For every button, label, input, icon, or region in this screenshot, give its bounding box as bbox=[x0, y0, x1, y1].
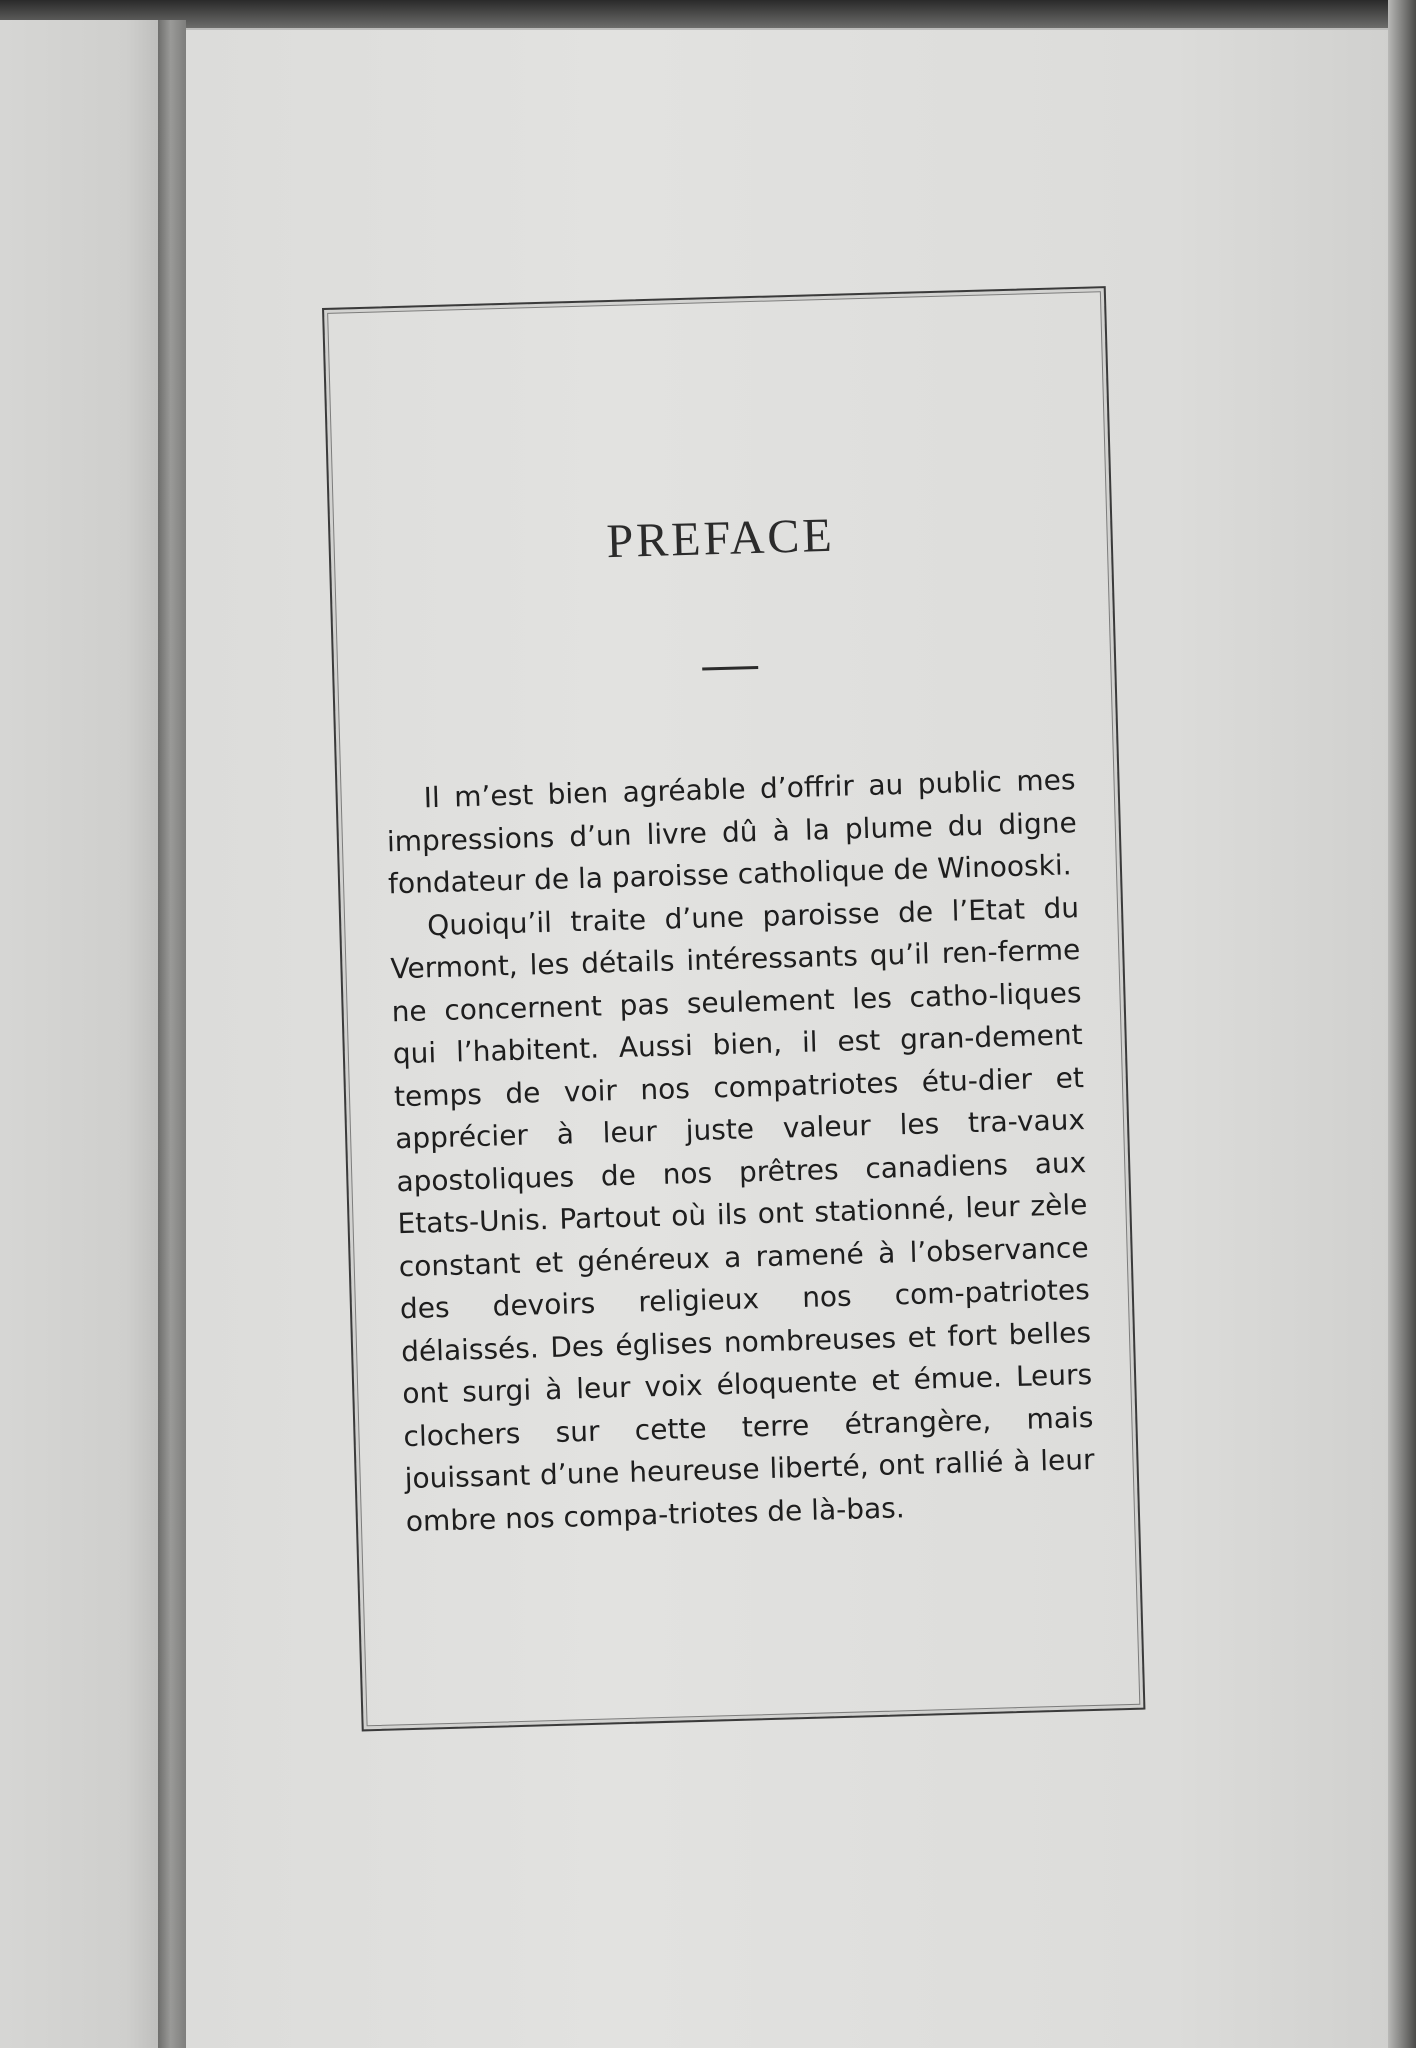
scan-right-edge bbox=[1388, 0, 1416, 2048]
preface-body bbox=[385, 759, 1096, 1543]
scan-top-edge bbox=[0, 0, 1416, 28]
ornamental-text-frame bbox=[322, 286, 1145, 1731]
book-gutter bbox=[158, 20, 186, 2048]
title-rule bbox=[702, 666, 758, 671]
paragraph-1: Il m’est bien agréable d’offrir au public mes impressions d’un livre dû à la plume du digne fondateur de la paroisse catholique de Winooski. bbox=[386, 763, 1078, 901]
page-title: PREFACE bbox=[605, 508, 836, 569]
paragraph-2: Quoiqu’il traite d’une paroisse de l’Etat du Vermont, les détails intéressants qu’il ren-ferme ne concernent pas seulement les catho-liques qui l’habitent. Aussi bien, il est gran-dement temps de voir nos compatriotes étu-dier et apprécier à leur juste valeur les tra-vaux apostoliques de nos prêtres canadiens aux Etats-Unis. Partout où ils ont stationné, leur zèle constant et généreux a ramené à l’observance des devoirs religieux nos com-patriotes délaissés. Des églises nombreuses et fort belles ont surgi à leur voix éloquente et émue. Leurs clochers sur cette terre étrangère, mais jouissant d’une heureuse liberté, ont rallié à leur ombre nos compa-triotes de là-bas. bbox=[390, 890, 1095, 1538]
left-page bbox=[0, 20, 158, 2048]
